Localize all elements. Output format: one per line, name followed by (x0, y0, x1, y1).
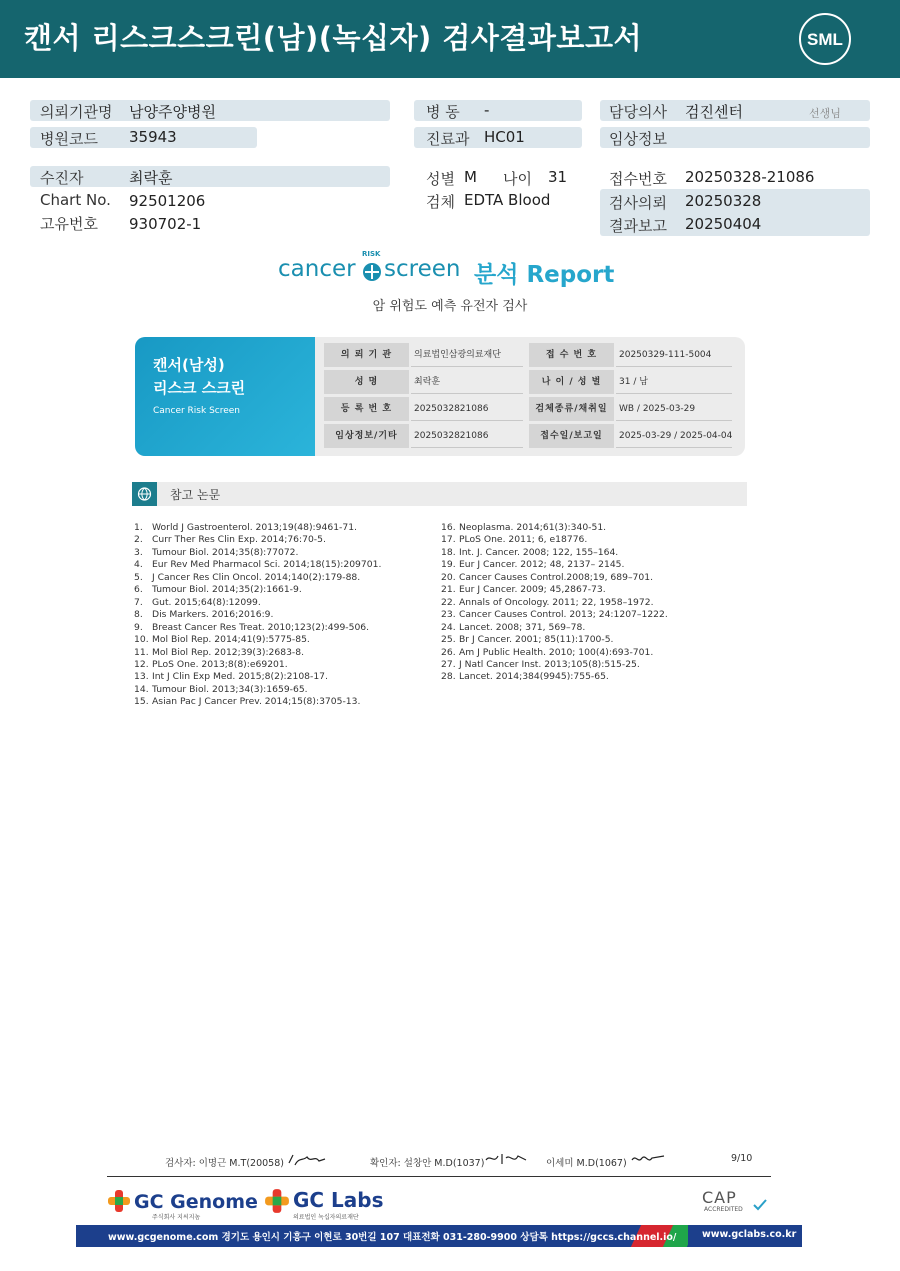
dept-label: 진료과 (426, 130, 470, 148)
reference-text: Mol Biol Rep. 2014;41(9):5775-85. (152, 634, 310, 646)
page-number: 9/10 (731, 1153, 753, 1164)
report-title: 캔서 리스크스크린(남)(녹십자) 검사결과보고서 (24, 21, 642, 55)
report-date-value: 20250404 (685, 215, 762, 233)
reference-item (441, 522, 668, 534)
reference-text: Tumour Biol. 2014;35(8):77072. (152, 546, 299, 558)
brand-subtitle: 암 위험도 예측 유전자 검사 (372, 299, 528, 314)
doctor-label: 담당의사 (609, 103, 667, 121)
uid-value: 930702-1 (129, 215, 202, 233)
reference-text: Annals of Oncology. 2011; 22, 1958–1972. (459, 596, 654, 608)
reference-text: Eur J Cancer. 2012; 48, 2137– 2145. (459, 559, 625, 571)
sex-label: 성별 (426, 170, 455, 188)
signature-divider (107, 1176, 771, 1177)
reference-item (441, 671, 668, 683)
reference-number: 18. (441, 546, 456, 558)
reference-text: Tumour Biol. 2013;34(3):1659-65. (152, 683, 308, 695)
cap-sub: ACCREDITED (704, 1206, 743, 1213)
card-row-2-value-1: 2025032821086 (411, 397, 523, 421)
reference-item (134, 696, 381, 708)
reference-text: World J Gastroenterol. 2013;19(48):9461-71. (152, 522, 357, 533)
reference-item (134, 671, 381, 683)
reference-item (134, 572, 381, 584)
reference-text: Cancer Causes Control. 2013; 24:1207–1222. (459, 609, 668, 621)
reference-number: 13. (134, 671, 149, 683)
brand-cancer-text: cancer (278, 256, 356, 282)
doctor-suffix: 선생님 (809, 107, 841, 120)
ward-value: - (484, 101, 490, 119)
card-row-2-label-2: 검체종류/채취일 (529, 397, 614, 421)
reference-number: 7. (134, 596, 143, 608)
ward-label: 병 동 (426, 103, 460, 121)
second-signature-mark-icon (630, 1152, 666, 1166)
card-title-2: 리스크 스크린 (153, 379, 246, 397)
reference-number: 1. (134, 522, 143, 533)
second-signature: 이세미 M.D(1067) (546, 1158, 627, 1169)
reference-item (134, 584, 381, 596)
reference-number: 24. (441, 621, 456, 633)
hospital-code-label: 병원코드 (40, 130, 98, 148)
reference-item (441, 609, 668, 621)
gc-genome-sub: 주식회사 지씨지놈 (152, 1214, 201, 1221)
sml-logo-icon (798, 12, 852, 66)
reference-number: 26. (441, 646, 456, 658)
card-title-1: 캔서(남성) (153, 356, 225, 374)
chart-label: Chart No. (40, 191, 111, 209)
card-row-3-label-1: 임상정보/기타 (324, 424, 409, 448)
tester-signature-mark-icon (287, 1151, 327, 1169)
report-date-label: 결과보고 (609, 217, 667, 235)
references-left-column (134, 522, 381, 709)
specimen-label: 검체 (426, 193, 455, 211)
reference-number: 19. (441, 559, 456, 571)
brand-screen-text: screen (384, 256, 461, 282)
reference-item (134, 684, 381, 696)
reference-item (441, 647, 668, 659)
sml-logo-text: SML (807, 30, 843, 49)
card-row-3-value-1: 2025032821086 (411, 424, 523, 448)
reference-number: 3. (134, 546, 143, 558)
card-row-1-label-1: 성 명 (324, 370, 409, 394)
reference-number: 2. (134, 534, 143, 546)
reference-text: Tumour Biol. 2014;35(2):1661-9. (152, 584, 302, 596)
card-row-0-value-2: 20250329-111-5004 (616, 343, 732, 367)
reference-item (441, 584, 668, 596)
specimen-value: EDTA Blood (464, 191, 551, 209)
reference-item (134, 547, 381, 559)
reference-text: Dis Markers. 2016;2016:9. (152, 609, 274, 621)
reference-item (134, 534, 381, 546)
uid-label: 고유번호 (40, 215, 98, 233)
reference-number: 10. (134, 634, 149, 646)
reference-item (134, 622, 381, 634)
reference-text: Am J Public Health. 2010; 100(4):693-701. (459, 646, 654, 658)
doctor-value: 검진센터 (685, 103, 743, 121)
tester-signature: 검사자: 이명근 M.T(20058) (165, 1158, 284, 1169)
reference-item (441, 534, 668, 546)
reference-item (441, 634, 668, 646)
reference-number: 21. (441, 584, 456, 596)
hospital-code-value: 35943 (129, 128, 177, 146)
confirm-signature-mark-icon (484, 1150, 528, 1168)
globe-icon (132, 482, 157, 506)
reference-text: Mol Biol Rep. 2012;39(3):2683-8. (152, 646, 305, 658)
reference-text: Curr Ther Res Clin Exp. 2014;76:70-5. (152, 534, 326, 546)
card-row-3-value-2: 2025-03-29 / 2025-04-04 (616, 424, 732, 448)
reference-number: 9. (134, 621, 143, 633)
sex-value: M (464, 168, 477, 186)
clinical-label: 임상정보 (609, 130, 667, 148)
card-row-2-value-2: WB / 2025-03-29 (616, 397, 732, 421)
reference-item (441, 659, 668, 671)
brand-risk-text: RISK (362, 250, 381, 258)
request-label: 검사의뢰 (609, 194, 667, 212)
reference-number: 14. (134, 683, 149, 695)
reference-number: 22. (441, 596, 456, 608)
reference-number: 27. (441, 658, 456, 670)
references-header (132, 482, 747, 506)
cancer-risk-screen-brand (278, 250, 638, 290)
reference-number: 15. (134, 696, 149, 708)
reference-item (441, 597, 668, 609)
reference-item (441, 559, 668, 571)
card-row-2-label-1: 등 록 번 호 (324, 397, 409, 421)
reference-item (134, 522, 381, 534)
summary-card-banner (135, 337, 315, 456)
reference-item (134, 647, 381, 659)
reference-item (441, 547, 668, 559)
request-value: 20250328 (685, 192, 762, 210)
reference-number: 20. (441, 571, 456, 583)
reference-item (441, 572, 668, 584)
reference-number: 16. (441, 522, 456, 533)
card-row-0-label-1: 의 뢰 기 관 (324, 343, 409, 367)
reference-item (134, 559, 381, 571)
reference-text: PLoS One. 2013;8(8):e69201. (152, 658, 288, 670)
reference-number: 23. (441, 609, 456, 621)
cap-logo: CAP (702, 1188, 737, 1207)
reference-text: Lancet. 2014;384(9945):755-65. (459, 671, 609, 683)
gc-labs-sub: 의료법인 녹십자의료재단 (293, 1214, 359, 1221)
reference-text: Gut. 2015;64(8):12099. (152, 596, 261, 608)
reference-number: 5. (134, 571, 143, 583)
reference-item (134, 634, 381, 646)
card-row-0-value-1: 의료법인삼광의료재단 (411, 343, 523, 367)
reference-item (134, 597, 381, 609)
reference-item (441, 622, 668, 634)
footer-address: www.gcgenome.com 경기도 용인시 기흥구 이현로 30번길 107 대표전화 031-280-9900 상담톡 https://gccs.channel.io/ (108, 1232, 677, 1243)
reference-text: Br J Cancer. 2001; 85(11):1700-5. (459, 634, 614, 646)
card-row-3-label-2: 접수일/보고일 (529, 424, 614, 448)
institution-label: 의뢰기관명 (40, 103, 113, 121)
card-row-1-value-2: 31 / 남 (616, 370, 732, 394)
brand-target-icon (362, 262, 382, 282)
gc-genome-logo: GC Genome (134, 1191, 258, 1213)
reference-text: Cancer Causes Control.2008;19, 689–701. (459, 571, 654, 583)
reference-text: Int. J. Cancer. 2008; 122, 155–164. (459, 546, 619, 558)
age-value: 31 (548, 168, 568, 186)
reference-text: PLoS One. 2011; 6, e18776. (459, 534, 588, 546)
reference-text: J Cancer Res Clin Oncol. 2014;140(2):179-88. (152, 571, 361, 583)
reference-item (134, 609, 381, 621)
checkmark-icon (752, 1198, 768, 1212)
references-right-column (441, 522, 668, 684)
reference-number: 4. (134, 559, 143, 571)
reference-text: Neoplasma. 2014;61(3):340-51. (459, 522, 607, 533)
card-row-0-label-2: 접 수 번 호 (529, 343, 614, 367)
receipt-label: 접수번호 (609, 170, 667, 188)
patient-label: 수진자 (40, 169, 84, 187)
reference-number: 6. (134, 584, 143, 596)
gc-labs-cross-icon (264, 1188, 290, 1214)
summary-card (135, 337, 745, 456)
reference-number: 8. (134, 609, 143, 621)
reference-number: 28. (441, 671, 456, 683)
gc-labs-logo: GC Labs (293, 1188, 384, 1212)
card-title-3: Cancer Risk Screen (153, 406, 241, 416)
footer-url-link[interactable]: www.gclabs.co.kr (702, 1229, 797, 1240)
age-label: 나이 (503, 170, 532, 188)
reference-number: 17. (441, 534, 456, 546)
reference-number: 11. (134, 646, 149, 658)
institution-value: 남양주양병원 (129, 103, 216, 121)
reference-text: J Natl Cancer Inst. 2013;105(8):515-25. (459, 658, 640, 670)
reference-text: Eur Rev Med Pharmacol Sci. 2014;18(15):209701. (152, 559, 382, 571)
reference-text: Asian Pac J Cancer Prev. 2014;15(8):3705-13. (152, 696, 361, 708)
reference-text: Breast Cancer Res Treat. 2010;123(2):499-506. (152, 621, 370, 633)
references-title: 참고 논문 (170, 488, 221, 502)
dept-value: HC01 (484, 128, 525, 146)
confirm-signature: 확인자: 설창안 M.D(1037) (370, 1158, 485, 1169)
reference-item (134, 659, 381, 671)
chart-value: 92501206 (129, 192, 206, 210)
patient-value: 최락훈 (129, 169, 173, 187)
report-header (0, 0, 900, 78)
reference-number: 25. (441, 634, 456, 646)
gc-genome-cross-icon (107, 1189, 131, 1213)
reference-text: Eur J Cancer. 2009; 45,2867-73. (459, 584, 606, 596)
brand-report-text: 분석 Report (474, 262, 615, 288)
receipt-value: 20250328-21086 (685, 168, 815, 186)
reference-text: Lancet. 2008; 371, 569–78. (459, 621, 586, 633)
card-row-1-value-1: 최락훈 (411, 370, 523, 394)
patient-bar (30, 166, 390, 187)
reference-text: Int J Clin Exp Med. 2015;8(2):2108-17. (152, 671, 328, 683)
reference-number: 12. (134, 658, 149, 670)
card-row-1-label-2: 나 이 / 성 별 (529, 370, 614, 394)
